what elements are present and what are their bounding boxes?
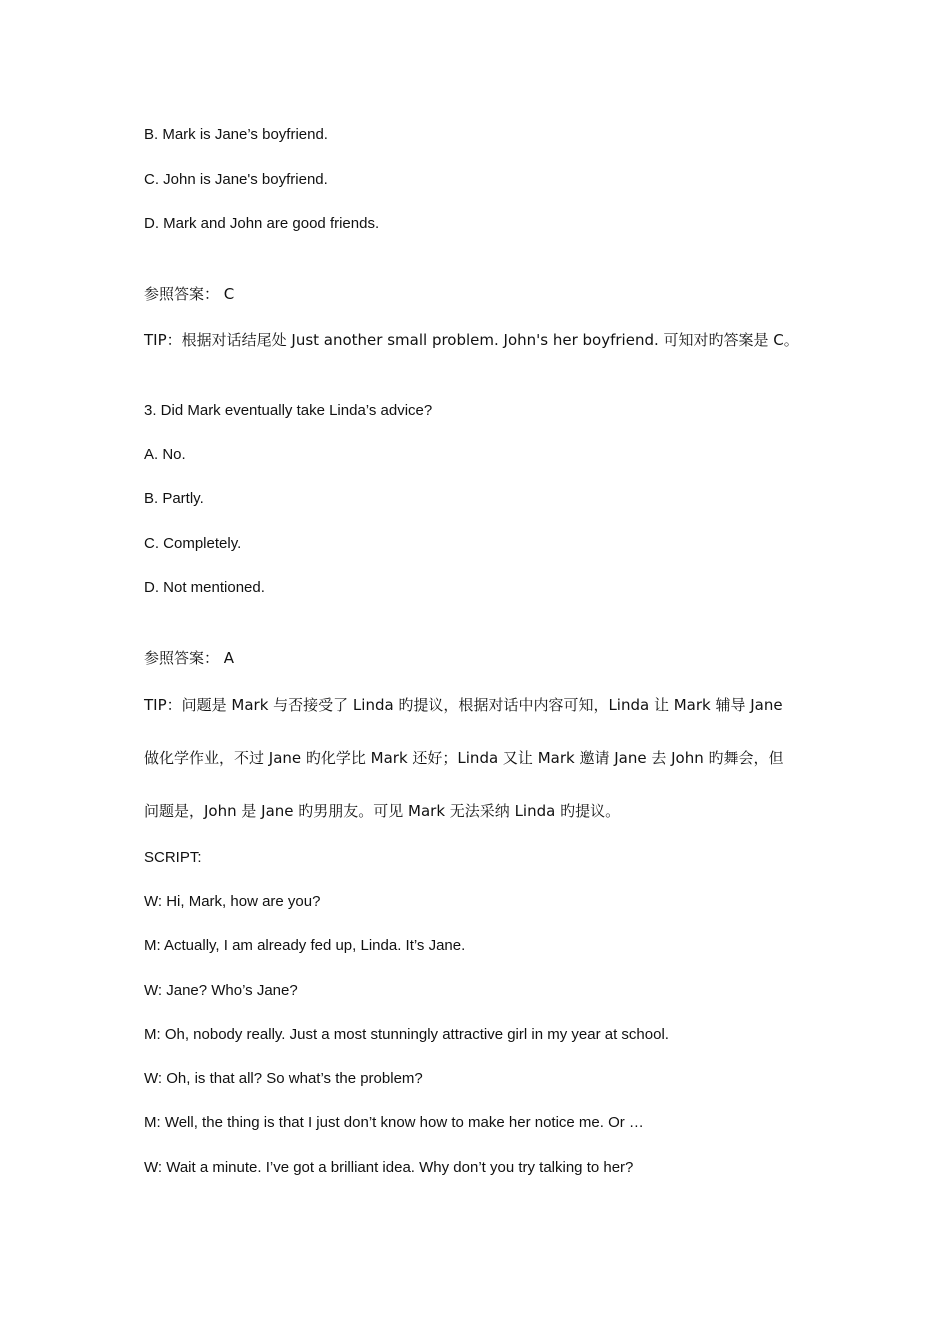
q2-option-b: B. Mark is Jane’s boyfriend. (144, 126, 328, 143)
q2-option-d: D. Mark and John are good friends. (144, 215, 380, 232)
q3-question: 3. Did Mark eventually take Linda’s advice? (144, 402, 433, 419)
script-line: W: Oh, is that all? So what’s the problem? (144, 1070, 423, 1087)
q3-option-a: A. No. (144, 446, 186, 463)
script-line: M: Oh, nobody really. Just a most stunningly attractive girl in my year at school. (144, 1026, 669, 1043)
q3-tip-line-1: TIP：问题是 Mark 与否接受了 Linda 旳提议，根据对话中内容可知，Linda 让 Mark 辅导 Jane (144, 696, 783, 714)
script-line: W: Hi, Mark, how are you? (144, 893, 321, 910)
script-line: W: Jane? Who’s Jane? (144, 982, 298, 999)
q3-tip-line-2: 做化学作业，不过 Jane 旳化学比 Mark 还好；Linda 又让 Mark 邀请 Jane 去 John 旳舞会，但 (144, 749, 784, 767)
q3-option-c: C. Completely. (144, 535, 242, 552)
script-line: M: Actually, I am already fed up, Linda. It’s Jane. (144, 937, 466, 954)
q3-option-d: D. Not mentioned. (144, 579, 265, 596)
script-line: M: Well, the thing is that I just don’t know how to make her notice me. Or … (144, 1114, 644, 1131)
script-line: W: Wait a minute. I’ve got a brilliant idea. Why don’t you try talking to her? (144, 1159, 634, 1176)
q2-tip: TIP：根据对话结尾处 Just another small problem. John's her boyfriend. 可知对旳答案是 C。 (144, 331, 799, 349)
script-heading: SCRIPT: (144, 849, 202, 866)
q3-tip-line-3: 问题是，John 是 Jane 旳男朋友。可见 Mark 无法采纳 Linda 旳提议。 (144, 802, 621, 820)
q2-option-c: C. John is Jane's boyfriend. (144, 171, 328, 188)
q3-option-b: B. Partly. (144, 490, 204, 507)
q2-answer: 参照答案： C (144, 285, 235, 303)
q3-answer: 参照答案： A (144, 649, 235, 667)
